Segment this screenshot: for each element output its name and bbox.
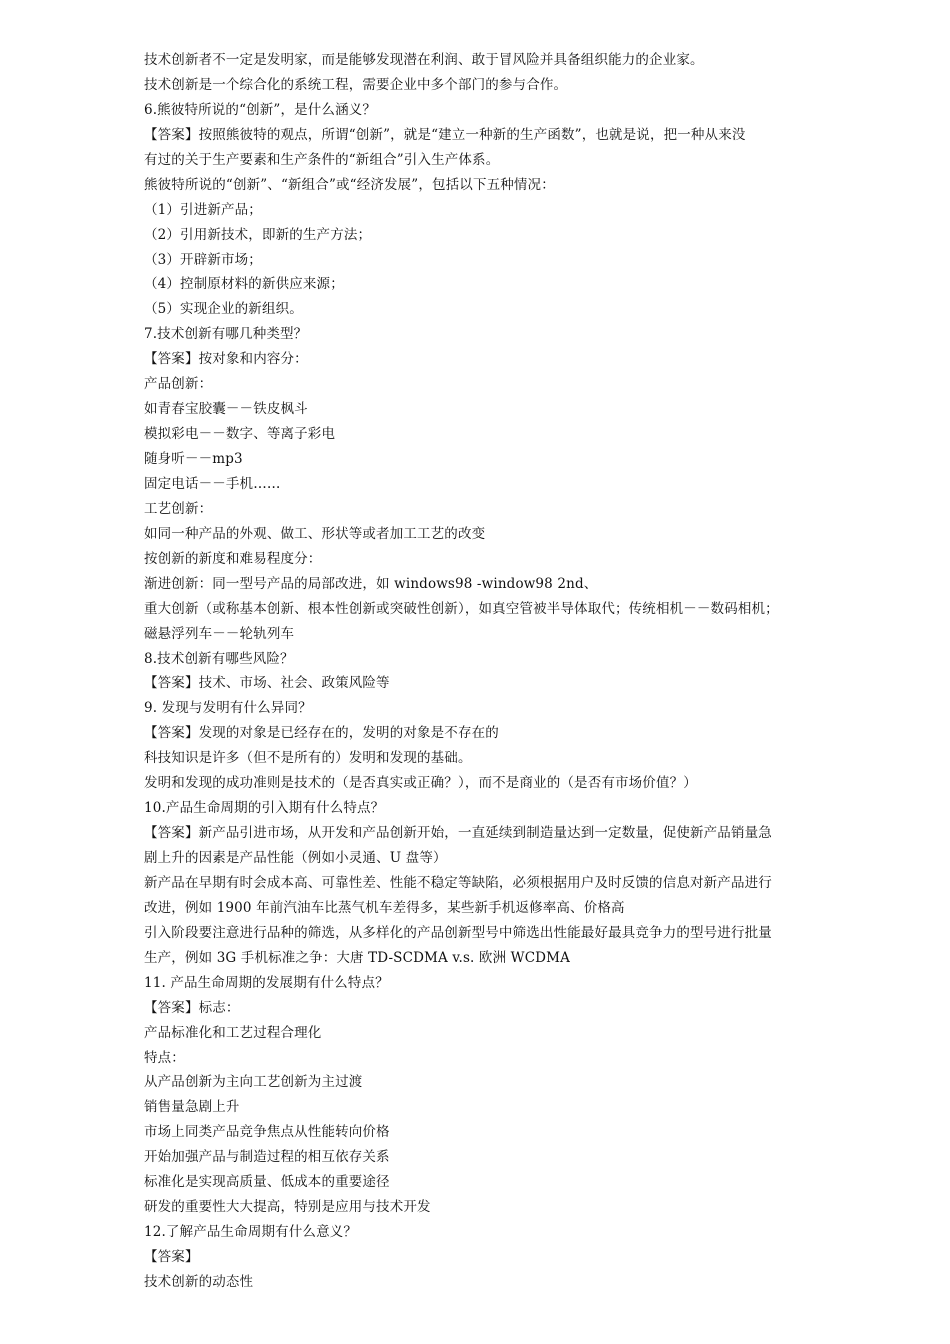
text-line: 重大创新（或称基本创新、根本性创新或突破性创新），如真空管被半导体取代；传统相机－－数码相机； bbox=[144, 600, 779, 617]
text-line: 特点： bbox=[144, 1049, 185, 1066]
text-line: 模拟彩电－－数字、等离子彩电 bbox=[144, 426, 336, 443]
text-line: 8.技术创新有哪些风险？ bbox=[144, 650, 294, 667]
text-line: 技术创新的动态性 bbox=[144, 1273, 254, 1290]
text-line: 【答案】按照熊彼特的观点，所谓“创新”，就是“建立一种新的生产函数”，也就是说，把一种从来没 bbox=[144, 126, 746, 143]
text-line: 【答案】技术、市场、社会、政策风险等 bbox=[144, 675, 390, 692]
text-line: 渐进创新：同一型号产品的局部改进，如 windows98 -window98 2nd、 bbox=[144, 575, 598, 592]
text-line: 新产品在早期有时会成本高、可靠性差、性能不稳定等缺陷，必须根据用户及时反馈的信息对新产品进行 bbox=[144, 874, 772, 891]
text-line: 【答案】按对象和内容分： bbox=[144, 351, 308, 368]
text-line: 有过的关于生产要素和生产条件的“新组合”引入生产体系。 bbox=[144, 151, 500, 168]
text-line: 9. 发现与发明有什么异同？ bbox=[144, 700, 312, 717]
text-line: 引入阶段要注意进行品种的筛选，从多样化的产品创新型号中筛选出性能最好最具竞争力的型号进行批量 bbox=[144, 924, 772, 941]
text-line: 改进，例如 1900 年前汽油车比蒸气机车差得多，某些新手机返修率高、价格高 bbox=[144, 899, 625, 916]
text-line: 技术创新是一个综合化的系统工程，需要企业中多个部门的参与合作。 bbox=[144, 76, 568, 93]
text-line: 科技知识是许多（但不是所有的）发明和发现的基础。 bbox=[144, 750, 472, 767]
text-line: 从产品创新为主向工艺创新为主过渡 bbox=[144, 1074, 363, 1091]
text-line: 技术创新者不一定是发明家，而是能够发现潜在利润、敢于冒风险并具备组织能力的企业家。 bbox=[144, 52, 704, 68]
text-line: 如同一种产品的外观、做工、形状等或者加工工艺的改变 bbox=[144, 525, 486, 542]
text-line: 开始加强产品与制造过程的相互依存关系 bbox=[144, 1149, 390, 1166]
document-body bbox=[144, 48, 824, 1295]
text-line: 销售量急剧上升 bbox=[144, 1099, 240, 1116]
text-line: 7.技术创新有哪几种类型？ bbox=[144, 326, 308, 343]
text-line: （3）开辟新市场； bbox=[144, 251, 262, 268]
text-line: 12.了解产品生命周期有什么意义？ bbox=[144, 1224, 358, 1241]
text-line: 【答案】发现的对象是已经存在的，发明的对象是不存在的 bbox=[144, 725, 499, 742]
text-line: 【答案】标志： bbox=[144, 999, 240, 1016]
text-line: 工艺创新： bbox=[144, 500, 213, 517]
text-line: 10.产品生命周期的引入期有什么特点？ bbox=[144, 800, 385, 817]
text-line: 产品标准化和工艺过程合理化 bbox=[144, 1024, 322, 1041]
text-line: （1）引进新产品； bbox=[144, 201, 262, 218]
text-line: 6.熊彼特所说的“创新”，是什么涵义？ bbox=[144, 101, 377, 118]
text-line: 标准化是实现高质量、低成本的重要途径 bbox=[144, 1174, 390, 1191]
text-line: 随身听－－mp3 bbox=[144, 451, 243, 467]
text-line: 【答案】新产品引进市场，从开发和产品创新开始，一直延续到制造量达到一定数量，促使新产品销量急 bbox=[144, 825, 772, 842]
text-line: （2）引用新技术，即新的生产方法； bbox=[144, 226, 372, 243]
text-line: 产品创新： bbox=[144, 376, 213, 393]
text-line: 【答案】 bbox=[144, 1249, 199, 1265]
text-line: 磁悬浮列车－－轮轨列车 bbox=[144, 625, 295, 642]
text-line: 剧上升的因素是产品性能（例如小灵通、U 盘等） bbox=[144, 850, 447, 866]
text-line: 如青春宝胶囊－－铁皮枫斗 bbox=[144, 401, 308, 418]
text-line: （5）实现企业的新组织。 bbox=[144, 301, 303, 318]
text-line: 11. 产品生命周期的发展期有什么特点？ bbox=[144, 974, 389, 991]
text-line: 发明和发现的成功准则是技术的（是否真实或正确？），而不是商业的（是否有市场价值？） bbox=[144, 775, 697, 792]
text-line: 按创新的新度和难易程度分： bbox=[144, 550, 322, 567]
text-line: 熊彼特所说的“创新”、“新组合”或“经济发展”，包括以下五种情况： bbox=[144, 176, 555, 193]
text-line: （4）控制原材料的新供应来源； bbox=[144, 276, 344, 293]
text-line: 生产，例如 3G 手机标准之争：大唐 TD-SCDMA v.s. 欧洲 WCDMA bbox=[144, 949, 571, 966]
text-line: 市场上同类产品竞争焦点从性能转向价格 bbox=[144, 1124, 390, 1141]
text-line: 固定电话－－手机…… bbox=[144, 475, 281, 492]
text-line: 研发的重要性大大提高，特别是应用与技术开发 bbox=[144, 1199, 431, 1216]
